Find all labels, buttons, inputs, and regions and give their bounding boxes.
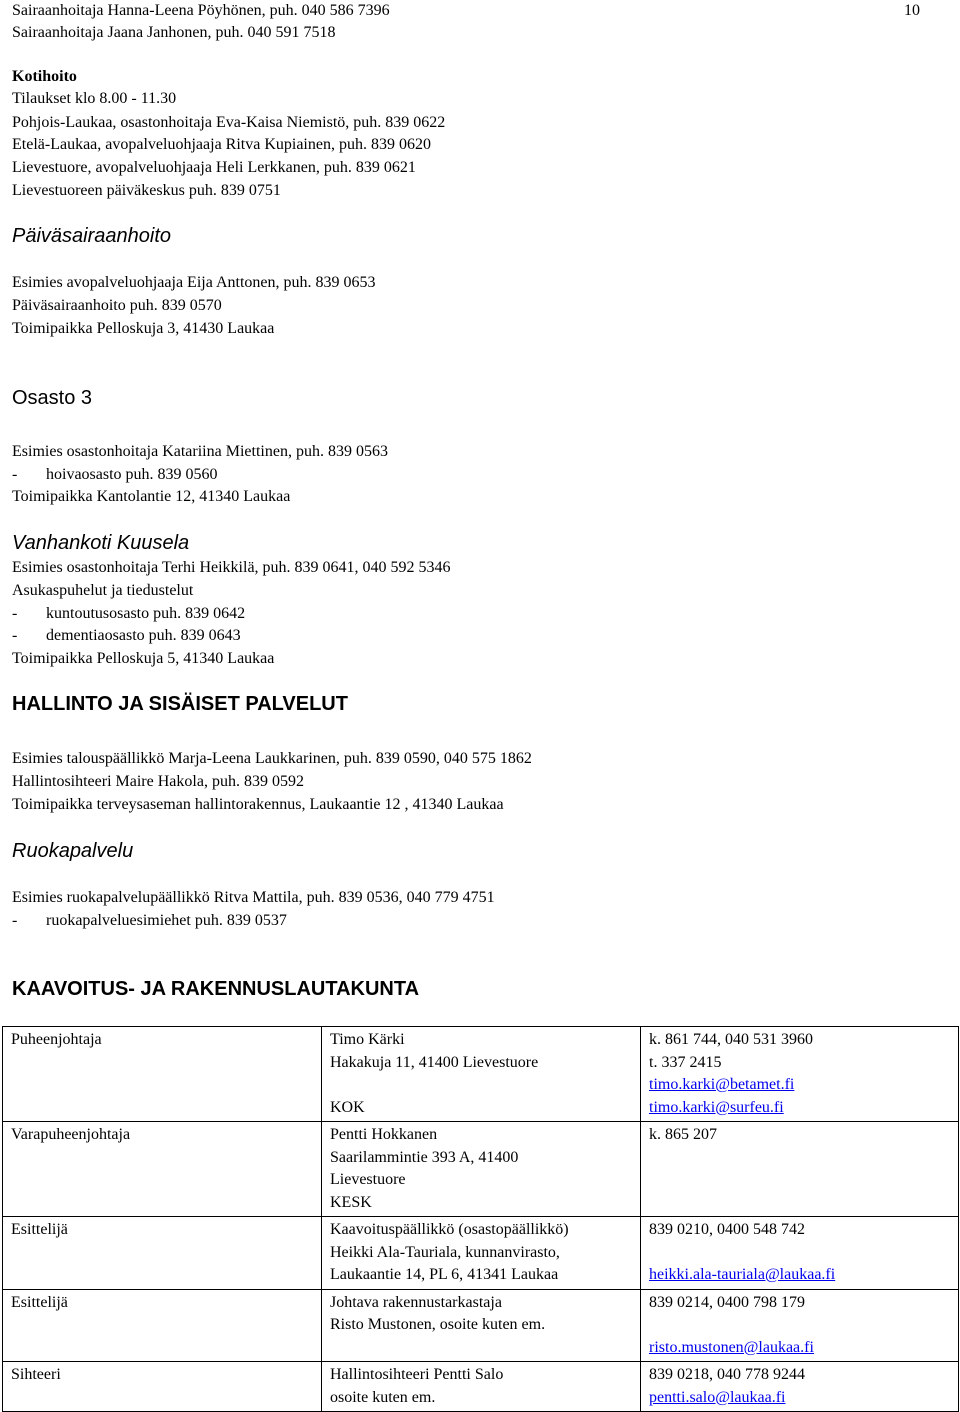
board-role-cell: [3, 1362, 322, 1412]
board-name-line: osoite kuten em.: [330, 1388, 436, 1406]
board-role: Esittelijä: [11, 1221, 68, 1238]
hallinto-line: Toimipaikka terveysaseman hallintorakennus, Laukaantie 12 , 41340 Laukaa: [12, 796, 504, 813]
kotihoito-line: Tilaukset klo 8.00 - 11.30: [12, 90, 177, 107]
board-name-line: Heikki Ala-Tauriala, kunnanvirasto,: [330, 1243, 560, 1261]
section-heading-paivasairaanhoito: Päiväsairaanhoito: [12, 225, 171, 247]
kuusela-line: Toimipaikka Pelloskuja 5, 41340 Laukaa: [12, 650, 275, 667]
board-contact-line: [649, 1242, 950, 1265]
board-name-line: Timo Kärki: [330, 1031, 405, 1048]
board-name-line: Hakakuja 11, 41400 Lievestuore: [330, 1053, 539, 1071]
board-role-cell: [3, 1217, 322, 1290]
section-heading-hallinto: HALLINTO JA SISÄISET PALVELUT: [12, 693, 348, 715]
board-contact-line: k. 865 207: [649, 1126, 717, 1143]
board-name-cell: [322, 1289, 641, 1362]
kuusela-line: Asukaspuhelut ja tiedustelut: [12, 582, 194, 599]
paivasairaanhoito-line: Toimipaikka Pelloskuja 3, 41430 Laukaa: [12, 320, 275, 337]
board-contact-cell: [641, 1122, 959, 1217]
kuusela-dash-text: dementiaosasto puh. 839 0643: [46, 627, 241, 644]
contact-line: Sairaanhoitaja Hanna-Leena Pöyhönen, puh. 040 586 7396: [12, 2, 390, 19]
contact-line: Sairaanhoitaja Jaana Janhonen, puh. 040 591 7518: [12, 24, 336, 41]
ruokapalvelu-dash-text: ruokapalveluesimiehet puh. 839 0537: [46, 912, 287, 929]
ruokapalvelu-dash-line: [12, 910, 287, 932]
board-contact-line: t. 337 2415: [649, 1053, 722, 1071]
email-link[interactable]: risto.mustonen@laukaa.fi: [649, 1338, 814, 1356]
board-name-line: Johtava rakennustarkastaja: [330, 1293, 502, 1311]
board-row: [3, 1122, 959, 1217]
ruokapalvelu-line: Esimies ruokapalvelupäällikkö Ritva Mattila, puh. 839 0536, 040 779 4751: [12, 889, 495, 906]
board-row: [3, 1217, 959, 1290]
board-row: [3, 1362, 959, 1412]
board-name-cell: [322, 1027, 641, 1122]
page-number: 10: [904, 2, 920, 19]
board-name-cell: [322, 1122, 641, 1217]
email-link[interactable]: timo.karki@betamet.fi: [649, 1076, 795, 1093]
section-heading-kuusela: Vanhankoti Kuusela: [12, 532, 190, 554]
board-name-line: Pentti Hokkanen: [330, 1126, 438, 1143]
paivasairaanhoito-line: Esimies avopalveluohjaaja Eija Anttonen, puh. 839 0653: [12, 274, 376, 291]
dash-bullet: -: [12, 466, 18, 483]
board-contact-line: 839 0214, 0400 798 179: [649, 1293, 805, 1311]
email-link[interactable]: heikki.ala-tauriala@laukaa.fi: [649, 1266, 836, 1283]
board-name-line: Laukaantie 14, PL 6, 41341 Laukaa: [330, 1266, 559, 1283]
kuusela-line: Esimies osastonhoitaja Terhi Heikkilä, puh. 839 0641, 040 592 5346: [12, 559, 451, 576]
board-contact-line: 839 0218, 040 778 9244: [649, 1366, 805, 1383]
section-heading-kaavoitus: KAAVOITUS- JA RAKENNUSLAUTAKUNTA: [12, 978, 420, 1000]
section-heading-ruokapalvelu: Ruokapalvelu: [12, 840, 134, 862]
kotihoito-line: Pohjois-Laukaa, osastonhoitaja Eva-Kaisa Niemistö, puh. 839 0622: [12, 114, 446, 131]
board-contact-line: [649, 1314, 950, 1337]
kotihoito-line: Lievestuore, avopalveluohjaaja Heli Lerkkanen, puh. 839 0621: [12, 159, 416, 176]
board-contact-line: 839 0210, 0400 548 742: [649, 1221, 805, 1238]
board-contact-cell: [641, 1362, 959, 1412]
hallinto-line: Hallintosihteeri Maire Hakola, puh. 839 0592: [12, 773, 304, 790]
board-contact-cell: [641, 1289, 959, 1362]
board-name-line: Lievestuore: [330, 1171, 406, 1188]
board-row: [3, 1027, 959, 1122]
board-row: [3, 1289, 959, 1362]
board-role: Puheenjohtaja: [11, 1031, 102, 1048]
kuusela-dash-line: [12, 625, 241, 647]
board-name-line: Kaavoituspäällikkö (osastopäällikkö): [330, 1221, 569, 1238]
kuusela-dash-line: [12, 603, 245, 625]
board-members-table: [2, 1026, 959, 1412]
kotihoito-line: Lievestuoreen päiväkeskus puh. 839 0751: [12, 182, 281, 199]
board-role: Esittelijä: [11, 1293, 68, 1311]
osasto3-line: Esimies osastonhoitaja Katariina Miettinen, puh. 839 0563: [12, 443, 388, 460]
board-name-line: KESK: [330, 1193, 372, 1211]
board-role-cell: [3, 1027, 322, 1122]
board-role-cell: [3, 1122, 322, 1217]
osasto3-line: Toimipaikka Kantolantie 12, 41340 Laukaa: [12, 488, 291, 505]
section-heading-osasto-3: Osasto 3: [12, 387, 93, 409]
board-members-body: [3, 1027, 959, 1412]
dash-bullet: -: [12, 627, 18, 644]
kuusela-dash-text: kuntoutusosasto puh. 839 0642: [46, 605, 246, 622]
board-name-cell: [322, 1362, 641, 1412]
board-name-line: KOK: [330, 1098, 365, 1116]
osasto3-dash-text: hoivaosasto puh. 839 0560: [46, 466, 218, 483]
board-name-cell: [322, 1217, 641, 1290]
board-role-cell: [3, 1289, 322, 1362]
board-name-line: Risto Mustonen, osoite kuten em.: [330, 1316, 546, 1333]
board-contact-cell: [641, 1027, 959, 1122]
board-role: Varapuheenjohtaja: [11, 1126, 131, 1143]
email-link[interactable]: pentti.salo@laukaa.fi: [649, 1388, 786, 1406]
board-name-line: Saarilammintie 393 A, 41400: [330, 1148, 519, 1166]
hallinto-line: Esimies talouspäällikkö Marja-Leena Laukkarinen, puh. 839 0590, 040 575 1862: [12, 750, 532, 767]
board-role: Sihteeri: [11, 1366, 61, 1383]
board-contact-line: k. 861 744, 040 531 3960: [649, 1031, 813, 1048]
dash-bullet: -: [12, 605, 18, 622]
board-contact-cell: [641, 1217, 959, 1290]
board-name-line: [330, 1074, 632, 1097]
dash-bullet: -: [12, 912, 18, 929]
paivasairaanhoito-line: Päiväsairaanhoito puh. 839 0570: [12, 297, 222, 314]
board-name-line: Hallintosihteeri Pentti Salo: [330, 1366, 504, 1383]
email-link[interactable]: timo.karki@surfeu.fi: [649, 1098, 784, 1116]
section-heading-kotihoito: Kotihoito: [12, 68, 77, 85]
osasto3-dash-line: [12, 464, 218, 486]
kotihoito-line: Etelä-Laukaa, avopalveluohjaaja Ritva Kupiainen, puh. 839 0620: [12, 136, 431, 153]
